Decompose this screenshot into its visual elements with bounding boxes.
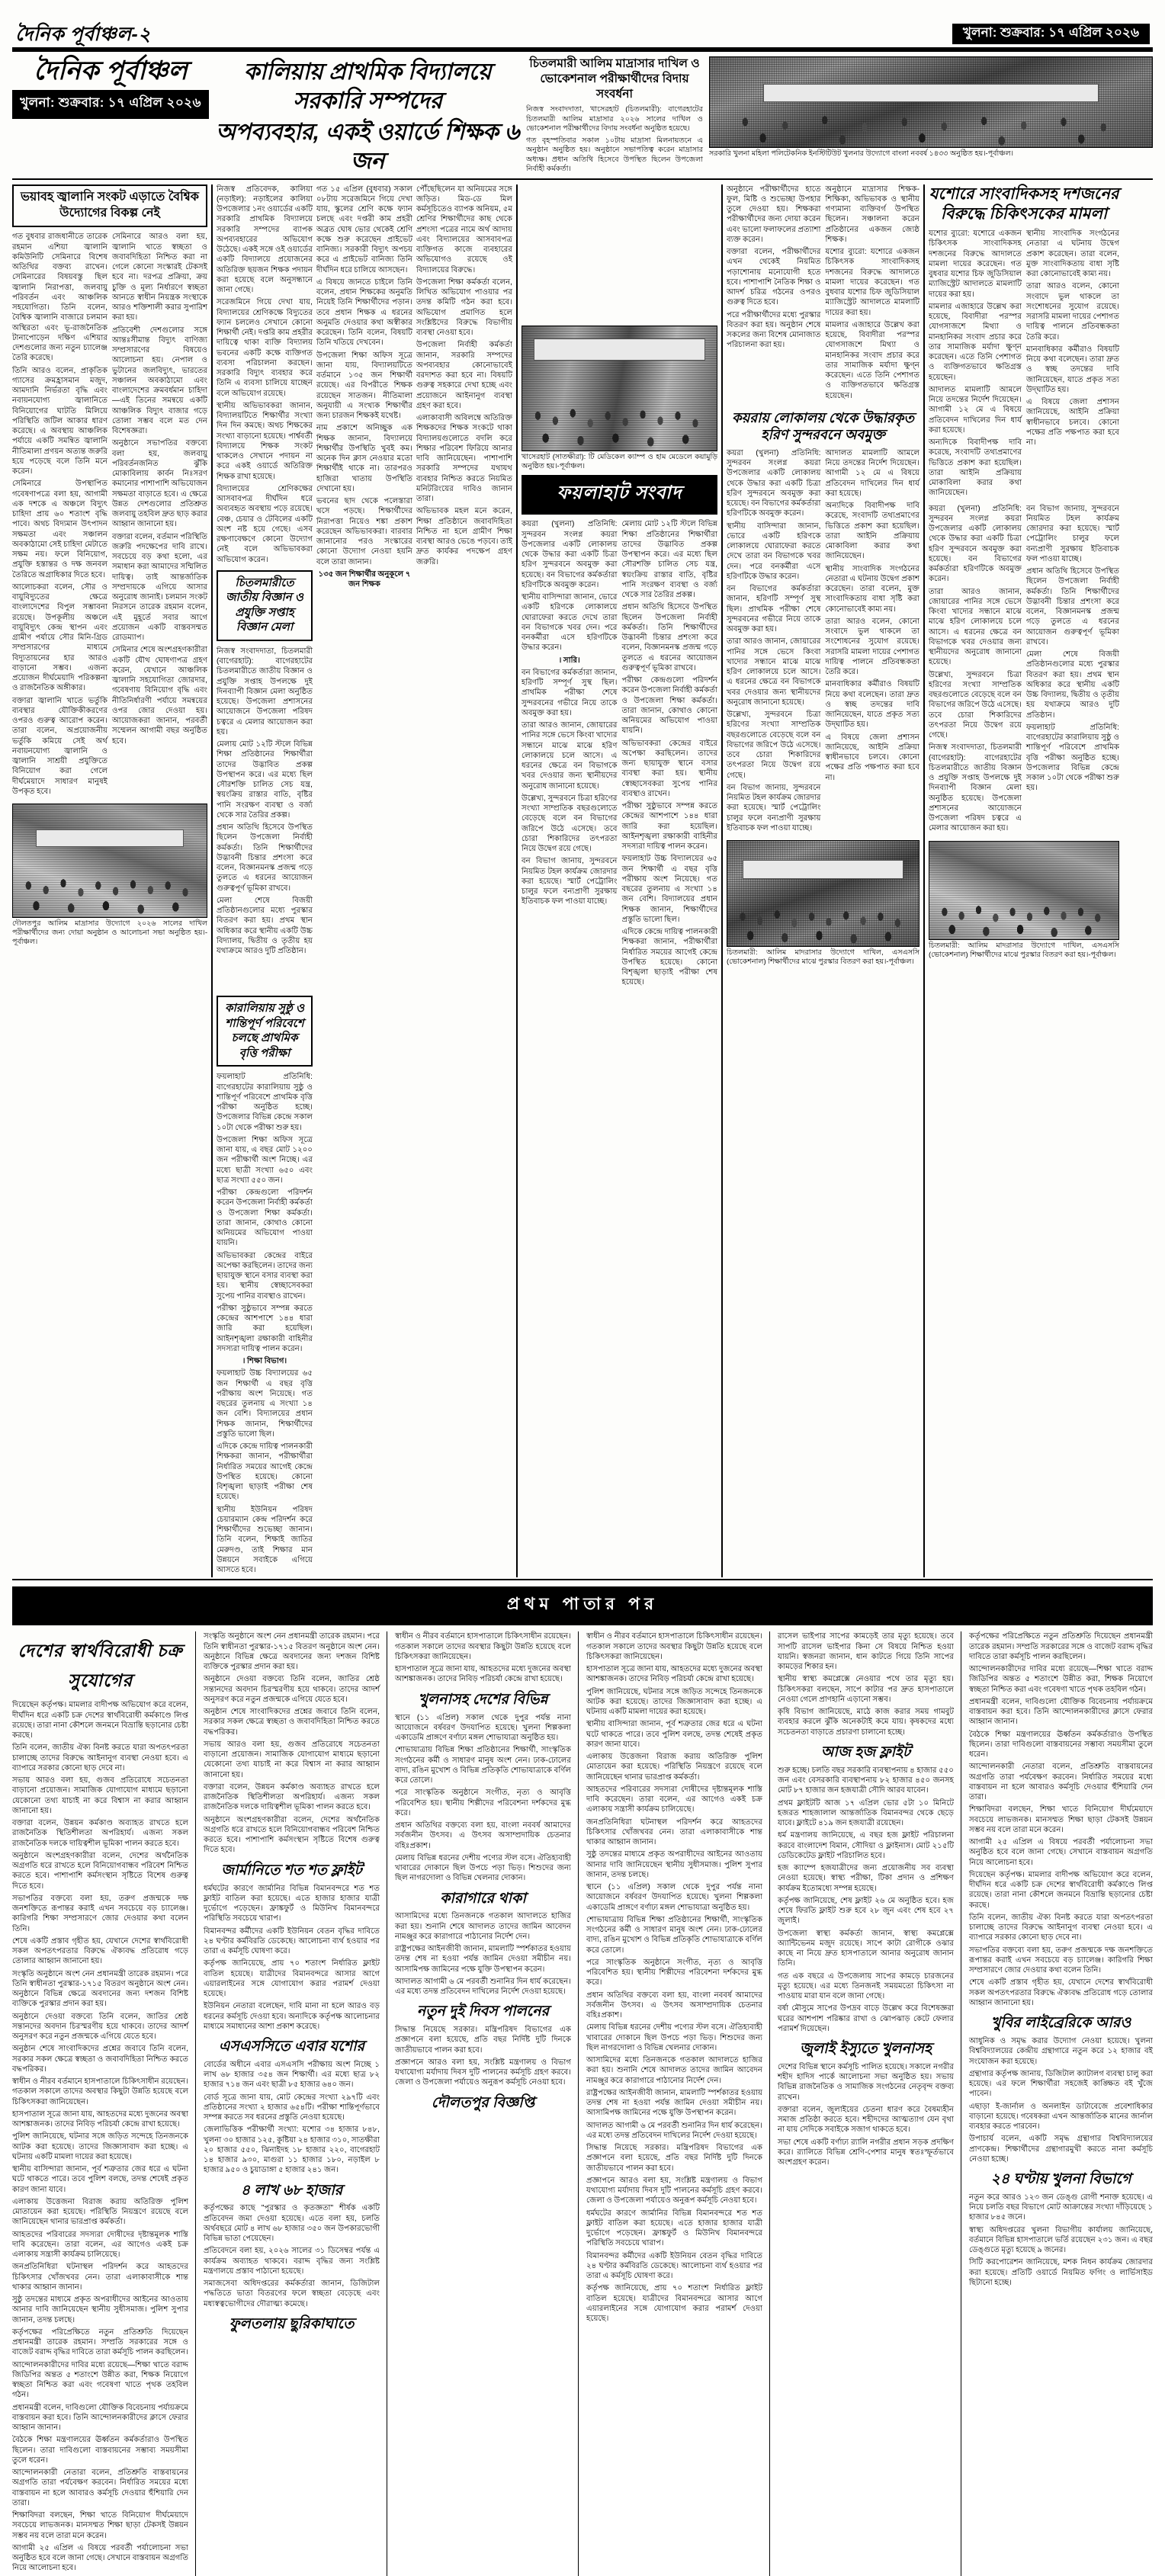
doctor-case-body <box>929 229 1119 501</box>
paragraph: আদালত আগামী ৬ মে পরবর্তী শুনানির দিন ধার্য করেছেন। এর মধ্যে তদন্ত প্রতিবেদন দাখিলের নির্দেশ দেওয়া হয়েছে। <box>586 2121 762 2140</box>
shiksha-label: । শিক্ষা বিভাগ। <box>242 1357 287 1366</box>
hajj-flight-headline: আজ হজ ফ্লাইট <box>820 1744 911 1760</box>
ssc-jessore-body <box>204 2060 380 2176</box>
paragraph: সভায় আরও বলা হয়, গুজব প্রতিরোধে সচেতনতা বাড়ানো প্রয়োজন। সামাজিক যোগাযোগ মাধ্যমে ছড়ানো যেকোনো তথ্য যাচাই না করে বিশ্বাস না করার আহ্বান জানানো হয়। <box>204 1740 380 1779</box>
paragraph: স্থানীয় সাংবাদিক সংগঠনের নেতারা এ ঘটনায় উদ্বেগ প্রকাশ করেছেন। তারা বলেন, মুক্ত সাংবাদিকতায় বাধা সৃষ্টি করা কোনোভাবেই কাম্য নয়। <box>825 564 919 614</box>
paragraph: মেলা শেষে বিজয়ী প্রতিষ্ঠানগুলোর মধ্যে পুরস্কার বিতরণ করা হয়। প্রথম স্থান অধিকার করে স্থানীয় একটি উচ্চ বিদ্যালয়, দ্বিতীয় ও তৃতীয় হয় যথাক্রমে আরও দুটি প্রতিষ্ঠান। <box>217 896 313 956</box>
paragraph: হাসপাতাল সূত্রে জানা যায়, আহতদের মধ্যে দুজনের অবস্থা আশঙ্কাজনক। তাদের নিবিড় পরিচর্যা কেন্দ্রে রাখা হয়েছে। <box>395 1665 571 1684</box>
paragraph: এ বিষয়ে জানতে চাইলে তিনি বলেন, প্রধান শিক্ষকের অনুমতি নিয়েই তিনি শিক্ষার্থীদের পড়ান। তবে প্রধান শিক্ষক এ ধরনের অনুমতি দেওয়ার কথা অস্বীকার করেছেন। তিনি বলেন, বিষয়টি তিনি খতিয়ে দেখবেন। <box>316 277 412 348</box>
paragraph: উপজেলা শিক্ষা কর্মকর্তা বলেন, লিখিত অভিযোগ পাওয়ার পর তদন্ত কমিটি গঠন করা হবে। অভিযোগ প্রমাণিত হলে সংশ্লিষ্টদের বিরুদ্ধে বিভাগীয় ব্যবস্থা নেওয়া হবে। <box>416 277 512 338</box>
sari-label: । সারি। <box>558 656 580 665</box>
paragraph: রাষ্ট্রপক্ষের আইনজীবী জানান, মামলাটি স্পর্শকাতর হওয়ায় তদন্ত শেষ না হওয়া পর্যন্ত জামিন দেওয়া সমীচীন নয়। আসামিপক্ষ জামিনের পক্ষে যুক্তি উপস্থাপন করেন। <box>586 2088 762 2118</box>
column-separator <box>721 184 723 1578</box>
paragraph: তারা আরও বলেন, কোনো সংবাদে ভুল থাকলে তা সংশোধনের সুযোগ রয়েছে। সরাসরি মামলা দায়ের পেশাগত দায়িত্ব পালনে প্রতিবন্ধকতা তৈরি করে। <box>1026 282 1119 342</box>
paragraph: আসামিদের মধ্যে তিনজনকে গতকাল আদালতে হাজির করা হয়। শুনানি শেষে আদালত তাদের জামিন আবেদন নামঞ্জুর করে কারাগারে পাঠানোর নির্দেশ দেন। <box>395 1912 571 1941</box>
left-feature-headline: ভয়াবহ জ্বালানি সংকট এড়াতে বৈশ্বিক উদ্যোগের বিকল্প নেই <box>12 184 207 228</box>
paragraph: কর্তৃপক্ষের পরিপ্রেক্ষিতে নতুন প্রতিশ্রুতি দিয়েছেন প্রধানমন্ত্রী তারেক রহমান। সম্প্রতি সরকারের সঙ্গে ও বাজেট বরাদ্দ বৃদ্ধির দাবিতে তারা কর্মসূচি পালন করছিলেন। <box>12 2327 189 2357</box>
paragraph: শোভাযাত্রায় বিভিন্ন শিক্ষা প্রতিষ্ঠানের শিক্ষার্থী, সাংস্কৃতিক সংগঠনের কর্মী ও সাধারণ মানুষ অংশ নেন। ঢাক-ঢোলের বাদ্য, রঙিন মুখোশ ও বিভিন্ন প্রতিকৃতি শোভাযাত্রাকে বর্ণিল করে তোলে। <box>395 1746 571 1785</box>
doctor-case-headline: যশোরে সাংবাদিকসহ দশজনের বিরুদ্ধে চিকিৎসকের মামলা <box>929 184 1119 223</box>
paragraph: স্থানীয় অভিভাবকরা জানান, বিদ্যালয়টিতে শিক্ষার্থীর সংখ্যা দিন দিন কমছে। অথচ শিক্ষকের সংখ্যা বাড়ানো হয়েছে। পার্শ্ববর্তী বিদ্যালয়ে শিক্ষক সংকট থাকলেও সেখানে পদায়ন না করে একই ওয়ার্ডে অতিরিক্ত শিক্ষক রাখা হয়েছে। <box>217 401 313 481</box>
lead-story-body-1 <box>217 184 313 565</box>
paragraph: স্বাস্থ্য অধিদপ্তরের খুলনা বিভাগীয় কার্যালয় জানিয়েছে, বর্তমানে বিভিন্ন হাসপাতালে ভর্তি রয়েছেন ২৩১ জন। এ বছর ডেঙ্গুতে মৃত্যু হয়েছে ৯ জনের। <box>969 2225 1153 2255</box>
paragraph: কর্তৃপক্ষের পরিপ্রেক্ষিতে নতুন প্রতিশ্রুতি দিয়েছেন প্রধানমন্ত্রী তারেক রহমান। সম্প্রতি সরকারের সঙ্গে ও বাজেট বরাদ্দ বৃদ্ধির দাবিতে তারা কর্মসূচি পালন করছিলেন। <box>969 1632 1153 1661</box>
ssc-jessore-headline: এসএসসিতে এবার যশোর <box>218 2039 365 2055</box>
top-date-badge: খুলনা: শুক্রবার: ১৭ এপ্রিল ২০২৬ <box>952 24 1150 44</box>
upper-body <box>12 184 1153 1578</box>
paragraph: গত এক বছরে এ উপজেলায় সাপের কামড়ে চারজনের মৃত্যু হয়েছে। এর মধ্যে তিনজনই সময়মতো চিকিৎসা না পাওয়ায় মারা যান বলে জানা গেছে। <box>778 1971 954 2000</box>
lower-col2-body <box>204 1631 380 1855</box>
paragraph: আদালত আগামী ৬ মে পরবর্তী শুনানির দিন ধার্য করেছেন। এর মধ্যে তদন্ত প্রতিবেদন দাখিলের নির্দেশ দেওয়া হয়েছে। <box>395 1977 571 1997</box>
paragraph: উপাচার্য বলেন, একটি সমৃদ্ধ গ্রন্থাগার বিশ্ববিদ্যালয়ের প্রাণকেন্দ্র। শিক্ষার্থীদের গ্রন্থাগারমুখী করতে নানা কর্মসূচি নেওয়া হচ্ছে। <box>969 2135 1153 2164</box>
paragraph: কর্তৃপক্ষ জানিয়েছে, প্রায় ৭০ শতাংশ নির্ধারিত ফ্লাইট বাতিল হয়েছে। যাত্রীদের বিমানবন্দরে আসার আগে এয়ারলাইনের সঙ্গে যোগাযোগ করার পরামর্শ দেওয়া হয়েছে। <box>586 2284 762 2324</box>
lower-col-4 <box>586 1631 770 2575</box>
top-strip <box>12 11 1153 44</box>
paragraph: কয়রা (খুলনা) প্রতিনিধি: সুন্দরবন সংলগ্ন কয়রা উপজেলার একটি লোকালয় থেকে উদ্ধার করা একটি চিত্রা হরিণ সুন্দরবনে অবমুক্ত করা হয়েছে। বন বিভাগের কর্মকর্তারা হরিণটিকে অবমুক্ত করেন। <box>727 448 821 518</box>
paragraph: বক্তারা বলেন, বর্তমান পরিস্থিতি জরুরি পদক্ষেপের দাবি রাখে। সবচেয়ে বড় কথা হলো, এর সমাধান করা আমাদের সম্মিলিত দায়িত্ব। তাই আন্তর্জাতিক সম্প্রদায়কে এগিয়ে আসার অনুরোধ জানাই। চলমান সংকট নিরসনে তারেক রহমান বলেন, এই মুহূর্তে সবার আগে প্রয়োজন একটি বাস্তবসম্মত রোডম্যাপ। <box>112 532 207 643</box>
paragraph: দেশের বিভিন্ন স্থানে কর্মসূচি পালিত হয়েছে। সকালে নগরীর শহীদ হাদিস পার্কে আলোচনা সভা অনুষ্ঠিত হয়। সভায় বিভিন্ন রাজনৈতিক ও সামাজিক সংগঠনের নেতৃবৃন্দ বক্তব্য রাখেন। <box>778 2062 954 2102</box>
paragraph: অনুষ্ঠানে পরীক্ষার্থীদের হাতে ফুল, মিষ্টি ও শুভেচ্ছা উপহার তুলে দেওয়া হয়। শিক্ষকরা পরীক্ষার্থীদের জন্য দোয়া করেন এবং ভালো ফলাফলের প্রত্যাশা ব্যক্ত করেন। <box>727 184 821 244</box>
paragraph: বক্তারা বলেন, পরীক্ষার্থীদের এখন থেকেই নিয়মিত পড়াশোনায় মনোযোগী হতে হবে। পাশাপাশি নৈতিক শিক্ষা ও আদর্শ চরিত্র গঠনের ওপরও গুরুত্ব দিতে হবে। <box>727 248 821 307</box>
paragraph: স্থানীয় ইউনিয়ন পরিষদ চেয়ারম্যান কেন্দ্র পরিদর্শন করে শিক্ষার্থীদের শুভেচ্ছা জানান। তিনি বলেন, শিক্ষাই জাতির মেরুদণ্ড, তাই শিক্ষার মান উন্নয়নে সবাইকে এগিয়ে আসতে হবে। <box>217 1505 313 1575</box>
paragraph: এদিকে কেন্দ্রে দায়িত্ব পালনকারী শিক্ষকরা জানান, পরীক্ষার্থীরা নির্ধারিত সময়ের আগেই কেন্দ্রে উপস্থিত হয়েছে। কোনো বিশৃঙ্খলা ছাড়াই পরীক্ষা শেষ হয়েছে। <box>621 928 717 987</box>
lower-col5-top-body <box>778 1631 954 1737</box>
paragraph: বন বিভাগ জানায়, সুন্দরবনে নিয়মিত টহল কার্যক্রম জোরদার করা হয়েছে। স্মার্ট পেট্রোলিং চালুর ফলে বন্যপ্রাণী সুরক্ষায় ইতিবাচক ফল পাওয়া যাচ্ছে। <box>1026 504 1119 563</box>
paragraph: তারা আরও জানান, জোয়ারের পানির সঙ্গে ভেসে কিংবা খাদ্যের সন্ধানে মাঝে মাঝে হরিণ লোকালয়ে চলে আসে। এ ধরনের ক্ষেত্রে বন বিভাগকে খবর দেওয়ার জন্য স্থানীয়দের অনুরোধ জানানো হয়েছে। <box>522 721 618 791</box>
paragraph: সভাপতির বক্তব্যে বলা হয়, তরুণ প্রজন্মকে দক্ষ জনশক্তিতে রূপান্তর করাই এখন সবচেয়ে বড় চ্যালেঞ্জ। কারিগরি শিক্ষা সম্প্রসারণে জোর দেওয়ার কথা বলেন তিনি। <box>12 1894 188 1933</box>
lower-col-3 <box>395 1631 579 2575</box>
far-right-photo-caption: চিতলমারী: আলিম মাদরাসার উদ্যোগে দাখিল, এসএসসি (ভোকেশনাল) শিক্ষার্থীদের মাঝে পুরস্কার বিতরণ করা হয়।-পূর্বাঞ্চল। <box>929 941 1119 959</box>
masthead-title: দৈনিক পূর্বাঞ্চল <box>34 56 188 85</box>
column-separator <box>211 184 213 1578</box>
khulna-various-body <box>395 1713 571 1884</box>
paragraph: অনুষ্ঠানে দেওয়া বক্তব্যে তিনি বলেন, জাতির শ্রেষ্ঠ সন্তানদের অবদান চিরস্মরণীয় হয়ে থাকবে। তাদের আদর্শ অনুসরণ করে নতুন প্রজন্মকে এগিয়ে যেতে হবে। <box>12 2012 188 2042</box>
lower-col1-headline: দেশের স্বার্থবিরোধী চক্র সুযোগের <box>18 1641 183 1691</box>
center-photo-and-banner <box>522 184 717 1578</box>
paragraph: জনপ্রতিনিধিরা ঘটনাস্থল পরিদর্শন করে আহতদের চিকিৎসার খোঁজখবর নেন। তারা এলাকাবাসীকে শান্ত থাকার আহ্বান জানান। <box>12 2263 188 2292</box>
paragraph: অনুষ্ঠানে অংশগ্রহণকারীরা বলেন, দেশের অর্থনৈতিক অগ্রগতি ধরে রাখতে হলে বিনিয়োগবান্ধব পরিবেশ নিশ্চিত করতে হবে। পাশাপাশি কর্মসংস্থান সৃষ্টিতে বিশেষ গুরুত্ব দিতে হবে। <box>12 1851 188 1891</box>
paragraph: আন্দোলনকারী নেতারা বলেন, প্রতিশ্রুতি বাস্তবায়নের অগ্রগতি তারা পর্যবেক্ষণ করবেন। নির্ধারিত সময়ের মধ্যে বাস্তবায়ন না হলে আবারও কর্মসূচি দেওয়ার হুঁশিয়ারি দেন তারা। <box>969 1763 1153 1802</box>
prison-headline: কারাগারে থাকা <box>440 1890 526 1907</box>
student-teacher-ratio-line: ১৩৫ জন শিক্ষার্থীর অনুকূলে ৭ জন শিক্ষক <box>318 569 411 589</box>
masthead-bottom-rule <box>12 178 1153 180</box>
paragraph: আন্দোলনকারী নেতারা বলেন, প্রতিশ্রুতি বাস্তবায়নের অগ্রগতি তারা পর্যবেক্ষণ করবেন। নির্ধারিত সময়ের মধ্যে বাস্তবায়ন না হলে আবারও কর্মসূচি দেওয়ার হুঁশিয়ারি দেন তারা। <box>12 2469 188 2507</box>
paragraph: প্রতিবেশী দেশগুলোর সঙ্গে আন্তঃসীমান্ত বিদ্যুৎ বাণিজ্য সম্প্রসারণের বিষয়েও আলোচনা হয়। নেপাল ও ভুটানের জলবিদ্যুৎ, ভারতের সঞ্চালন অবকাঠামো এবং বাংলাদেশের ক্রমবর্ধমান চাহিদা—এই তিনের সমন্বয়ে একটি আঞ্চলিক বিদ্যুৎ বাজার গড়ে তোলা সম্ভব বলে মত দেন বিশেষজ্ঞরা। <box>112 326 207 436</box>
paragraph: অন্যদিকে বিবাদীপক্ষ দাবি করেছে, সংবাদটি তথ্যপ্রমাণের ভিত্তিতে প্রকাশ করা হয়েছিল। তারা আইনি প্রক্রিয়ায় মোকাবিলা করার কথা জানিয়েছেন। <box>825 502 919 561</box>
paragraph: উপজেলা শিক্ষা অফিস সূত্রে জানা যায়, এ বছর মোট ১২০০ জন পরীক্ষার্থী অংশ নিচ্ছে। এর মধ্যে ছাত্রী সংখ্যা ৬৫০ এবং ছাত্র সংখ্যা ৫৫০ জন। <box>217 1135 313 1185</box>
paragraph: গ্রন্থাগার কর্তৃপক্ষ জানায়, ডিজিটাল ক্যাটালগ ব্যবস্থা চালু করা হয়েছে। এর ফলে শিক্ষার্থীরা সহজেই কাঙ্ক্ষিত বই খুঁজে পাবেন। <box>969 2069 1153 2099</box>
paragraph: এছাড়া ই-জার্নাল ও অনলাইন ডাটাবেজে প্রবেশাধিকার বাড়ানো হয়েছে। গবেষকরা এখন আন্তর্জাতিক মানের জার্নাল ব্যবহার করতে পারবেন। <box>969 2102 1153 2131</box>
lower-right-photo-caption: চিতলমারী: আলিম মাদরাসার উদ্যোগে দাখিল, এসএসসি (ভোকেশনাল) শিক্ষার্থীদের মাঝে পুরস্কার বিতরণ করা হয়।-পূর্বাঞ্চল। <box>727 948 919 967</box>
paragraph: এ বিষয়ে জেলা প্রশাসন জানিয়েছে, আইনি প্রক্রিয়া স্বাধীনভাবে চলবে। কোনো পক্ষের প্রতি পক্ষপাত করা হবে না। <box>825 733 919 782</box>
paragraph: নিজস্ব সংবাদদাতা, খাসেরহাট (চিতলমারী): বাগেরহাটের চিতলমারী আলিম মাদ্রাসার ২০২৬ সালের দাখিল ও ভোকেশনাল পরীক্ষার্থীদের বিদায় সংবর্ধনা অনুষ্ঠিত হয়েছে। <box>526 105 703 133</box>
ku-library-headline: খুবির লাইব্রেরিকে আরও <box>990 2015 1131 2032</box>
paragraph: আসামিদের মধ্যে তিনজনকে গতকাল আদালতে হাজির করা হয়। শুনানি শেষে আদালত তাদের জামিন আবেদন নামঞ্জুর করে কারাগারে পাঠানোর নির্দেশ দেন। <box>586 2056 762 2085</box>
paragraph: বন বিভাগ জানায়, সুন্দরবনে নিয়মিত টহল কার্যক্রম জোরদার করা হয়েছে। স্মার্ট পেট্রোলিং চালুর ফলে বন্যপ্রাণী সুরক্ষায় ইতিবাচক ফল পাওয়া যাচ্ছে। <box>727 783 821 832</box>
paragraph: কয়রা (খুলনা) প্রতিনিধি: সুন্দরবন সংলগ্ন কয়রা উপজেলার একটি লোকালয় থেকে উদ্ধার করা একটি চিত্রা হরিণ সুন্দরবনে অবমুক্ত করা হয়েছে। বন বিভাগের কর্মকর্তারা হরিণটিকে অবমুক্ত করেন। <box>929 504 1022 584</box>
paragraph: এলাকাবাসী অবিলম্বে অতিরিক্ত শিক্ষকদের শিক্ষক সংকটে থাকা বিদ্যালয়গুলোতে বদলি করে শিক্ষার পরিবেশ ফিরিয়ে আনার দাবি জানিয়েছেন। পাশাপাশি সরকারি সম্পদের যথাযথ ব্যবহার নিশ্চিত করতে নিয়মিত মনিটরিংয়ের দাবিও জানান তারা। <box>416 414 512 504</box>
paragraph: অভিভাবকরা কেন্দ্রের বাইরে অপেক্ষা করছিলেন। তাদের জন্য ছায়াযুক্ত স্থানে বসার ব্যবস্থা করা হয়। স্থানীয় স্বেচ্ছাসেবকরা সুপেয় পানির ব্যবস্থাও রাখেন। <box>621 739 717 798</box>
paragraph: নতুন করে আরও ১২৩ জন ডেঙ্গু রোগী শনাক্ত হয়েছে। এ নিয়ে চলতি বছর বিভাগে মোট আক্রান্তের সংখ্যা দাঁড়িয়েছে ১ হাজার ৮৪৫ জনে। <box>969 2193 1153 2222</box>
paragraph: আধুনিক ও সমৃদ্ধ করার উদ্যোগ নেওয়া হয়েছে। খুলনা বিশ্ববিদ্যালয়ের কেন্দ্রীয় গ্রন্থাগারে নতুন করে ১২ হাজার বই সংযোজন করা হয়েছে। <box>969 2037 1153 2066</box>
paragraph: প্রধান অতিথির বক্তব্যে বলা হয়, বাংলা নববর্ষ আমাদের সর্বজনীন উৎসব। এ উৎসব অসাম্প্রদায়িক চেতনার বহিঃপ্রকাশ। <box>586 1991 762 2020</box>
lead-headline-line2: অপব্যবহার, একই ওয়ার্ডে শিক্ষক ৬ জন <box>216 119 519 175</box>
madrasa-headline-cell <box>526 56 703 177</box>
paragraph: আলোচকরা বলেন, সৌর ও বায়ুবিদ্যুতের ক্ষেত্রে বাংলাদেশের বিপুল সম্ভাবনা রয়েছে। উপকূলীয় অঞ্চলে বায়ুবিদ্যুৎ কেন্দ্র স্থাপন এবং গ্রামীণ পর্যায়ে সৌর মিনি-গ্রিড সম্প্রসারণের মাধ্যমে বিদ্যুতায়নের হার আরও বাড়ানো সম্ভব। এজন্য প্রয়োজন দীর্ঘমেয়াদি পরিকল্পনা ও রাজনৈতিক অঙ্গীকার। <box>12 582 108 693</box>
paragraph: সভাপতির বক্তব্যে বলা হয়, তরুণ প্রজন্মকে দক্ষ জনশক্তিতে রূপান্তর করাই এখন সবচেয়ে বড় চ্যালেঞ্জ। কারিগরি শিক্ষা সম্প্রসারণে জোর দেওয়ার কথা বলেন তিনি। <box>969 1946 1153 1975</box>
paragraph: শেষে একটি প্রস্তাব গৃহীত হয়, যেখানে দেশের স্বার্থবিরোধী সকল অপতৎপরতার বিরুদ্ধে ঐক্যবদ্ধ প্রতিরোধ গড়ে তোলার আহ্বান জানানো হয়। <box>12 1936 188 1966</box>
photo-crowd <box>929 842 1118 939</box>
paragraph: শিক্ষাবিদরা বলছেন, শিক্ষা খাতে বিনিয়োগ দীর্ঘমেয়াদে সবচেয়ে লাভজনক। মানসম্মত শিক্ষা ছাড়া টেকসই উন্নয়ন সম্ভব নয় বলে তারা মনে করেন। <box>969 1805 1153 1834</box>
paragraph: প্রতিবেদনে বলা হয়, ২০২৬ সালের ৩১ ডিসেম্বর পর্যন্ত এ কার্যক্রম অব্যাহত থাকবে। বরাদ্দ বৃদ্ধির জন্য সংশ্লিষ্ট মন্ত্রণালয়ে প্রস্তাব পাঠানো হয়েছে। <box>204 2247 380 2276</box>
paragraph: ভবনের ছাদ থেকে পলেস্তারা খসে পড়ছে। শিক্ষার্থীদের নিরাপত্তা নিয়েও শঙ্কা প্রকাশ করেছেন অভিভাবকরা। বারবার জানানোর পরও সংস্কারের কোনো উদ্যোগ নেওয়া হয়নি বলে তারা জানান। <box>316 497 412 566</box>
paragraph: পুলিশ জানিয়েছে, ঘটনার সঙ্গে জড়িত সন্দেহে তিনজনকে আটক করা হয়েছে। তাদের জিজ্ঞাসাবাদ করা হচ্ছে। এ ঘটনায় একটি মামলা দায়ের করা হয়েছে। <box>12 2132 188 2161</box>
paragraph: অনুষ্ঠান শেষে সাংবাদিকদের প্রশ্নের জবাবে তিনি বলেন, সরকার সকল ক্ষেত্রে স্বচ্ছতা ও জবাবদিহিতা নিশ্চিত করতে বদ্ধপরিকর। <box>204 1708 380 1737</box>
deer-body <box>727 448 919 836</box>
lower-body <box>12 1631 1153 2575</box>
paragraph: বক্তারা বলেন, উন্নয়ন কর্মকাণ্ড অব্যাহত রাখতে হলে রাজনৈতিক স্থিতিশীলতা অপরিহার্য। এজন্য সকল রাজনৈতিক দলকে দায়িত্বশীল ভূমিকা পালন করতে হবে। <box>12 1819 188 1848</box>
paragraph: বিদ্যালয়ের শ্রেণিকক্ষের আসবাবপত্র দীর্ঘদিন ধরে অব্যবহৃত অবস্থায় পড়ে রয়েছে। বেঞ্চ, চেয়ার ও টেবিলের একটি অংশ নষ্ট হয়ে গেছে। এসব রক্ষণাবেক্ষণে কোনো উদ্যোগ নেই বলে অভিভাবকরা অভিযোগ করেন। <box>217 484 313 564</box>
paragraph: স্থানে (১১ এপ্রিল) সকাল থেকে দুপুর পর্যন্ত নানা আয়োজনে বর্ষবরণ উদযাপিত হয়েছে। খুলনা শিল্পকলা একাডেমি প্রাঙ্গণে বর্ণাঢ্য মঙ্গল শোভাযাত্রা অনুষ্ঠিত হয়। <box>586 1883 762 1912</box>
paragraph: কয়রা (খুলনা) প্রতিনিধি: সুন্দরবন সংলগ্ন কয়রা উপজেলার একটি লোকালয় থেকে উদ্ধার করা একটি চিত্রা হরিণ সুন্দরবনে অবমুক্ত করা হয়েছে। বন বিভাগের কর্মকর্তারা হরিণটিকে অবমুক্ত করেন। <box>522 520 618 589</box>
paragraph: সুষ্ঠু তদন্তের মাধ্যমে প্রকৃত অপরাধীদের আইনের আওতায় আনার দাবি জানিয়েছেন স্থানীয় সুধীসমাজ। পুলিশ সুপার জানান, তদন্ত চলছে। <box>586 1850 762 1879</box>
paragraph: হাসপাতাল সূত্রে জানা যায়, আহতদের মধ্যে দুজনের অবস্থা আশঙ্কাজনক। তাদের নিবিড় পরিচর্যা কেন্দ্রে রাখা হয়েছে। <box>586 1665 762 1684</box>
paragraph: গত বৃহস্পতিবার সকাল ১০টায় মাদ্রাসা মিলনায়তনে এ অনুষ্ঠান অনুষ্ঠিত হয়। অনুষ্ঠানে সভাপতিত্ব করেন মাদ্রাসার অধ্যক্ষ। প্রধান অতিথি হিসেবে উপস্থিত ছিলেন উপজেলা নির্বাহী কর্মকর্তা। <box>526 136 703 174</box>
paragraph: বিমানবন্দর কর্মীদের একটি ইউনিয়ন বেতন বৃদ্ধির দাবিতে ২৪ ঘণ্টার কর্মবিরতি ডেকেছে। আলোচনা ব্যর্থ হওয়ার পর তারা এ কর্মসূচি ঘোষণা করে। <box>204 1926 380 1955</box>
lower-col-5 <box>778 1631 961 2575</box>
paragraph: স্থানীয় বাসিন্দারা জানান, ভোরে একটি হরিণকে লোকালয়ে ঘোরাফেরা করতে দেখে তারা বন বিভাগকে খবর দেন। পরে বনকর্মীরা এসে হরিণটিকে উদ্ধার করেন। <box>727 521 821 581</box>
paragraph: তারা আরও জানান, জোয়ারের পানির সঙ্গে ভেসে কিংবা খাদ্যের সন্ধানে মাঝে মাঝে হরিণ লোকালয়ে চলে আসে। এ ধরনের ক্ষেত্রে বন বিভাগকে খবর দেওয়ার জন্য স্থানীয়দের অনুরোধ জানানো হয়েছে। <box>929 587 1022 667</box>
paragraph: ফয়লাহাট উচ্চ বিদ্যালয়ের ৬৫ জন শিক্ষার্থী এ বছর বৃত্তি পরীক্ষায় অংশ নিয়েছে। গত বছরের তুলনায় এ সংখ্যা ১৪ জন বেশি। বিদ্যালয়ের প্রধান শিক্ষক জানান, শিক্ষার্থীদের প্রস্তুতি ভালো ছিল। <box>217 1369 313 1439</box>
left-photo <box>12 804 207 918</box>
fultala-stabbing-headline: ফুলতলায় ছুরিকাঘাতে <box>229 2315 355 2332</box>
britti-exam-headline: কারালিয়ায় সুষ্ঠু ও শান্তিপূর্ণ পরিবেশে চলছে প্রাথমিক বৃত্তি পরীক্ষা <box>217 996 313 1067</box>
left-feature-body <box>12 232 207 799</box>
britti-exam-body <box>217 1072 313 1575</box>
july-issue-headline: জুলাই ইস্যুতে খুলনাসহ <box>800 2041 932 2057</box>
paragraph: সংস্কৃতি অনুষ্ঠানে অংশ নেন প্রধানমন্ত্রী তারেক রহমান। পরে তিনি স্বাধীনতা পুরস্কার-১৭১৫ বিতরণ অনুষ্ঠানে অংশ নেন। অনুষ্ঠানে বিভিন্ন ক্ষেত্রে অবদানের জন্য দশজন বিশিষ্ট ব্যক্তিকে পুরস্কার প্রদান করা হয়। <box>204 1632 380 1672</box>
paragraph: সরেজমিনে গিয়ে দেখা যায়, বিদ্যালয়ের শ্রেণিকক্ষে বিদ্যুতের ফ্যান চললেও সেখানে কোনো শিক্ষার্থী নেই। দপ্তরি কাম প্রহরীর দায়িত্বে থাকা ব্যক্তি বিদ্যালয় ভবনের একটি কক্ষে ব্যক্তিগত ব্যবসা পরিচালনা করছেন। সরকারি বিদ্যুৎ ব্যবহার করে তিনি এ ব্যবসা চালিয়ে যাচ্ছেন বলে অভিযোগ রয়েছে। <box>217 298 313 398</box>
science-fair-body <box>217 646 313 957</box>
paragraph: উল্লেখ্য, সুন্দরবনে চিত্রা হরিণের সংখ্যা সাম্প্রতিক বছরগুলোতে বেড়েছে বলে বন বিভাগের জরিপে উঠে এসেছে। তবে চোরা শিকারিদের তৎপরতা নিয়ে উদ্বেগ রয়ে গেছে। <box>522 794 618 854</box>
lead-story-col-3 <box>416 184 512 1578</box>
lead-story-col-2 <box>316 184 412 1578</box>
lower-col4-body <box>586 1631 762 2324</box>
paragraph: বোর্ড সূত্রে জানা যায়, মোট কেন্দ্রের সংখ্যা ২৯৭টি এবং প্রতিষ্ঠানের সংখ্যা ২ হাজার ৬৫৪টি। পরীক্ষা শান্তিপূর্ণভাবে সম্পন্ন করতে সব ধরনের প্রস্তুতি নেওয়া হয়েছে। <box>204 2093 380 2122</box>
paragraph: স্বাধীন ও নীরব বর্তমানে হাসপাতালে চিকিৎসাধীন রয়েছেন। গতকাল সকালে তাদের অবস্থার কিছুটা উন্নতি হয়েছে বলে চিকিৎসকরা জানিয়েছেন। <box>395 1632 571 1661</box>
paragraph: প্রধান অতিথির বক্তব্যে বলা হয়, বাংলা নববর্ষ আমাদের সর্বজনীন উৎসব। এ উৎসব অসাম্প্রদায়িক চেতনার বহিঃপ্রকাশ। <box>395 1821 571 1850</box>
paragraph: রাষ্ট্রপক্ষের আইনজীবী জানান, মামলাটি স্পর্শকাতর হওয়ায় তদন্ত শেষ না হওয়া পর্যন্ত জামিন দেওয়া সমীচীন নয়। আসামিপক্ষ জামিনের পক্ষে যুক্তি উপস্থাপন করেন। <box>395 1945 571 1974</box>
paragraph: স্থানীয় বাসিন্দারা জানান, পূর্ব শত্রুতার জের ধরে এ ঘটনা ঘটে থাকতে পারে। তবে পুলিশ বলছে, তদন্ত শেষেই প্রকৃত কারণ জানা যাবে। <box>586 1720 762 1749</box>
paragraph: প্রধান অতিথি হিসেবে উপস্থিত ছিলেন উপজেলা নির্বাহী কর্মকর্তা। তিনি শিক্ষার্থীদের উদ্ভাবনী চিন্তার প্রশংসা করে বলেন, বিজ্ঞানমনস্ক প্রজন্ম গড়ে তুলতে এ ধরনের আয়োজন গুরুত্বপূর্ণ ভূমিকা রাখবে। <box>1026 567 1119 646</box>
paragraph: গত ১৫ এপ্রিল (বুধবার) সকাল ০৮টায় সরেজমিনে গিয়ে দেখা যায়, স্কুলের শ্রেণি কক্ষে ফ্যান চলছে এবং দপ্তরী কাম প্রহরী অব্রত ঘোষ ভোর থেকেই শ্রেণি কক্ষে শুরু করেছেন প্রাইভেট বানিজ্য। সরকারী বিদ্যুৎ অপচয় করে এ প্রাইভেট বানিজ্য তিনি দীর্ঘদিন ধরে চালিয়ে আসছেন। <box>316 184 412 274</box>
paragraph: বন বিভাগের কর্মকর্তারা জানান, হরিণটি সম্পূর্ণ সুস্থ ছিল। প্রাথমিক পরীক্ষা শেষে সুন্দরবনের গভীরে নিয়ে তাকে অবমুক্ত করা হয়। <box>522 668 618 717</box>
header-photo-cell <box>709 56 1153 177</box>
paragraph: তারা আরও বলেন, কোনো সংবাদে ভুল থাকলে তা সংশোধনের সুযোগ রয়েছে। সরাসরি মামলা দায়ের পেশাগত দায়িত্ব পালনে প্রতিবন্ধকতা তৈরি করে। <box>825 617 919 677</box>
paragraph: সংস্কৃতি অনুষ্ঠানে অংশ নেন প্রধানমন্ত্রী তারেক রহমান। পরে তিনি স্বাধীনতা পুরস্কার-১৭১৫ বিতরণ অনুষ্ঠানে অংশ নেন। অনুষ্ঠানে বিভিন্ন ক্ষেত্রে অবদানের জন্য দশজন বিশিষ্ট ব্যক্তিকে পুরস্কার প্রদান করা হয়। <box>12 1969 188 2009</box>
paragraph: প্রধান অতিথি হিসেবে উপস্থিত ছিলেন উপজেলা নির্বাহী কর্মকর্তা। তিনি শিক্ষার্থীদের উদ্ভাবনী চিন্তার প্রশংসা করে বলেন, বিজ্ঞানমনস্ক প্রজন্ম গড়ে তুলতে এ ধরনের আয়োজন গুরুত্বপূর্ণ ভূমিকা রাখবে। <box>217 823 313 893</box>
paragraph: গত বুধবার রাজধানীতে তারেক রহমান এশিয়া জ্বালানি কমিউনিটি সেমিনারে বিশেষ অতিথির বক্তব্য রাখেন। সেমিনারের বিষয়বস্তু ছিল জ্বালানি নিরাপত্তা, জলবায়ু পরিবর্তন এবং আঞ্চলিক সহযোগিতা। তিনি বলেন, বৈশ্বিক জ্বালানি বাজারে চলমান অস্থিরতা এবং ভূ-রাজনৈতিক টানাপোড়েন দক্ষিণ এশিয়ার দেশগুলোর জন্য নতুন চ্যালেঞ্জ তৈরি করেছে। <box>12 233 108 363</box>
left-photo-caption: দৌলতপুর আলিম মাদ্রাসার উদ্যোগে ২০২৬ সালের দাখিল পরীক্ষার্থীদের জন্য দোয়া অনুষ্ঠান ও আলোচনা সভা অনুষ্ঠিত হয়।-পূর্বাঞ্চল। <box>12 919 207 946</box>
paragraph: অনুষ্ঠানে মাদ্রাসার শিক্ষক-শিক্ষিকা, অভিভাবক ও স্থানীয় গণ্যমান্য ব্যক্তিবর্গ উপস্থিত ছিলেন। সঞ্চালনা করেন প্রতিষ্ঠানের একজন জ্যেষ্ঠ শিক্ষক। <box>825 184 919 244</box>
paragraph: পরীক্ষা কেন্দ্রগুলো পরিদর্শন করেন উপজেলা নির্বাহী কর্মকর্তা ও উপজেলা শিক্ষা কর্মকর্তা। তারা জানান, কোথাও কোনো অনিয়মের অভিযোগ পাওয়া যায়নি। <box>217 1189 313 1248</box>
paragraph: মামলার এজাহারে উল্লেখ করা হয়েছে, বিবাদীরা পরস্পর যোগসাজশে মিথ্যা ও মানহানিকর সংবাদ প্রচার করে তার সামাজিক মর্যাদা ক্ষুণ্ন করেছেন। এতে তিনি পেশাগত ও ব্যক্তিগতভাবে ক্ষতিগ্রস্ত হয়েছেন। <box>825 320 919 400</box>
paragraph: শোভাযাত্রায় বিভিন্ন শিক্ষা প্রতিষ্ঠানের শিক্ষার্থী, সাংস্কৃতিক সংগঠনের কর্মী ও সাধারণ মানুষ অংশ নেন। ঢাক-ঢোলের বাদ্য, রঙিন মুখোশ ও বিভিন্ন প্রতিকৃতি শোভাযাত্রাকে বর্ণিল করে তোলে। <box>586 1915 762 1955</box>
lower-col1-body <box>12 1700 188 2573</box>
paragraph: উপজেলা স্বাস্থ্য কর্মকর্তা জানান, স্বাস্থ্য কমপ্লেক্সে অ্যান্টিভেনম মজুদ রয়েছে। সাপে কাটা রোগীকে ওঝার কাছে না নিয়ে দ্রুত হাসপাতালে আনার অনুরোধ জানান তিনি। <box>778 1929 954 1968</box>
paragraph: উপজেলা শিক্ষা অফিস সূত্রে জানা যায়, বিদ্যালয়টিতে বর্তমানে ১৩৫ জন শিক্ষার্থী রয়েছে। এর বিপরীতে শিক্ষক রয়েছেন সাতজন। নীতিমালা অনুযায়ী এ সংখ্যক শিক্ষার্থীর জন্য চারজন শিক্ষকই যথেষ্ট। <box>316 351 412 421</box>
lead-story-col-1 <box>217 184 313 1578</box>
paragraph: অন্যদিকে বিবাদীপক্ষ দাবি করেছে, সংবাদটি তথ্যপ্রমাণের ভিত্তিতে প্রকাশ করা হয়েছিল। তারা আইনি প্রক্রিয়ায় মোকাবিলা করার কথা জানিয়েছেন। <box>929 438 1022 498</box>
madrasa-intro <box>526 105 703 174</box>
july-issue-body <box>778 2062 954 2168</box>
paragraph: আগামী ২৫ এপ্রিল এ বিষয়ে পরবর্তী পর্যালোচনা সভা অনুষ্ঠিত হবে বলে জানা গেছে। সেখানে বাস্তবায়ন অগ্রগতি নিয়ে আলোচনা হবে। <box>12 2543 188 2573</box>
lower-right-photo <box>727 840 919 947</box>
paragraph: পরীক্ষা সুষ্ঠুভাবে সম্পন্ন করতে কেন্দ্রের আশপাশে ১৪৪ ধারা জারি করা হয়েছিল। আইনশৃঙ্খলা রক্ষাকারী বাহিনীর সদস্যরা দায়িত্ব পালন করেন। <box>621 802 717 852</box>
paragraph: অনুষ্ঠানে অংশগ্রহণকারীরা বলেন, দেশের অর্থনৈতিক অগ্রগতি ধরে রাখতে হলে বিনিয়োগবান্ধব পরিবেশ নিশ্চিত করতে হবে। পাশাপাশি কর্মসংস্থান সৃষ্টিতে বিশেষ গুরুত্ব দিতে হবে। <box>204 1815 380 1855</box>
paragraph: পরে সাংস্কৃতিক অনুষ্ঠানে সংগীত, নৃত্য ও আবৃত্তি পরিবেশিত হয়। স্থানীয় শিল্পীদের পরিবেশনা দর্শকদের মুগ্ধ করে। <box>586 1958 762 1987</box>
paragraph: এলাকায় উত্তেজনা বিরাজ করায় অতিরিক্ত পুলিশ মোতায়েন করা হয়েছে। পরিস্থিতি নিয়ন্ত্রণে রয়েছে বলে জানিয়েছেন থানার ভারপ্রাপ্ত কর্মকর্তা। <box>586 1753 762 1782</box>
paragraph: স্বাধীন ও নীরব বর্তমানে হাসপাতালে চিকিৎসাধীন রয়েছেন। গতকাল সকালে তাদের অবস্থার কিছুটা উন্নতি হয়েছে বলে চিকিৎসকরা জানিয়েছেন। <box>12 2077 188 2106</box>
hajj-flight-body <box>778 1766 954 2034</box>
paragraph: আগামী ২৫ এপ্রিল এ বিষয়ে পরবর্তী পর্যালোচনা সভা অনুষ্ঠিত হবে বলে জানা গেছে। সেখানে বাস্তবায়ন অগ্রগতি নিয়ে আলোচনা হবে। <box>969 1838 1153 1867</box>
masthead-logo-cell <box>12 56 209 177</box>
paragraph: সেমিনার শেষে অংশগ্রহণকারীরা একটি যৌথ ঘোষণাপত্র গ্রহণ করেন, যেখানে আঞ্চলিক জ্বালানি সহযোগিতা জোরদার, গবেষণায় বিনিয়োগ বৃদ্ধি এবং নীতিনির্ধারণী পর্যায়ে সমন্বয়ের ওপর জোর দেওয়া হয়। আয়োজকরা জানান, পরবর্তী সম্মেলন আগামী বছর অনুষ্ঠিত হবে। <box>112 646 207 746</box>
paragraph: নিজস্ব সংবাদদাতা, চিতলমারী (বাগেরহাট): বাগেরহাটের চিতলমারীতে জাতীয় বিজ্ঞান ও প্রযুক্তি সপ্তাহ উপলক্ষে দুই দিনব্যাপী বিজ্ঞান মেলা অনুষ্ঠিত হয়েছে। উপজেলা প্রশাসনের আয়োজনে উপজেলা পরিষদ চত্বরে এ মেলার আয়োজন করা হয়। <box>929 743 1022 833</box>
paragraph: অভিভাবকরা কেন্দ্রের বাইরে অপেক্ষা করছিলেন। তাদের জন্য ছায়াযুক্ত স্থানে বসার ব্যবস্থা করা হয়। স্থানীয় স্বেচ্ছাসেবকরা সুপেয় পানির ব্যবস্থাও রাখেন। <box>217 1251 313 1301</box>
paragraph: কৃষি বিভাগ জানিয়েছে, মাঠে কাজ করার সময় গামবুট ব্যবহার করলে ঝুঁকি অনেকটাই কমে যায়। কৃষকদের মধ্যে সচেতনতা বাড়াতে প্রচারণা চালানো হচ্ছে। <box>778 1708 954 1737</box>
khulna-various-headline: খুলনাসহ দেশের বিভিন্ন <box>418 1691 548 1708</box>
paragraph: বন বিভাগ জানায়, সুন্দরবনে নিয়মিত টহল কার্যক্রম জোরদার করা হয়েছে। স্মার্ট পেট্রোলিং চালুর ফলে বন্যপ্রাণী সুরক্ষায় ইতিবাচক ফল পাওয়া যাচ্ছে। <box>522 857 618 906</box>
paragraph: হাসপাতাল সূত্রে জানা যায়, আহতদের মধ্যে দুজনের অবস্থা আশঙ্কাজনক। তাদের নিবিড় পরিচর্যা কেন্দ্রে রাখা হয়েছে। <box>12 2109 188 2129</box>
paragraph: সেমিনারে উপস্থাপিত গবেষণাপত্রে বলা হয়, আগামী এক দশকে এ অঞ্চলে বিদ্যুৎ চাহিদা প্রায় ৬০ শতাংশ বৃদ্ধি পাবে। অথচ বিদ্যমান উৎপাদন সক্ষমতা এবং সঞ্চালন অবকাঠামো সেই চাহিদা মেটাতে সক্ষম নয়। ফলে বিনিয়োগ, প্রযুক্তি হস্তান্তর ও দক্ষ জনবল তৈরিতে অগ্রাধিকার দিতে হবে। <box>12 480 108 579</box>
paragraph: বৈঠকে শিক্ষা মন্ত্রণালয়ের ঊর্ধ্বতন কর্মকর্তারাও উপস্থিত ছিলেন। তারা দাবিগুলো বাস্তবায়নের সম্ভাব্য সময়সীমা তুলে ধরেন। <box>969 1730 1153 1760</box>
paragraph: এদিকে কেন্দ্রে দায়িত্ব পালনকারী শিক্ষকরা জানান, পরীক্ষার্থীরা নির্ধারিত সময়ের আগেই কেন্দ্রে উপস্থিত হয়েছে। কোনো বিশৃঙ্খলা ছাড়াই পরীক্ষা শেষ হয়েছে। <box>217 1442 313 1502</box>
paragraph: অনুষ্ঠানে দেওয়া বক্তব্যে তিনি বলেন, জাতির শ্রেষ্ঠ সন্তানদের অবদান চিরস্মরণীয় হয়ে থাকবে। তাদের আদর্শ অনুসরণ করে নতুন প্রজন্মকে এগিয়ে যেতে হবে। <box>204 1675 380 1704</box>
paragraph: রাসেল ভাইপার সাপের কামড়েই তার মৃত্যু হয়েছে। তবে সাপটি রাসেল ভাইপার কিনা সে বিষয়ে নিশ্চিত হওয়া যায়নি। স্বজনরা জানান, ধান কাটতে গিয়ে তিনি সাপের কামড়ের শিকার হন। <box>778 1632 954 1672</box>
top-rule <box>12 47 1153 52</box>
paragraph: প্রজ্ঞাপনে আরও বলা হয়, সংশ্লিষ্ট মন্ত্রণালয় ও বিভাগ যথাযোগ্য মর্যাদায় দিবস দুটি পালনের কর্মসূচি গ্রহণ করবে। জেলা ও উপজেলা পর্যায়েও অনুরূপ কর্মসূচি নেওয়া হবে। <box>586 2176 762 2205</box>
paragraph: নাম প্রকাশে অনিচ্ছুক এক শিক্ষক জানান, বিদ্যালয়ে শিক্ষার্থীর উপস্থিতি খুবই কম। অনেক দিন ক্লাস নেওয়ার মতো শিক্ষার্থীই থাকে না। তারপরও হাজিরা খাতায় উপস্থিতি দেখানো হয়। <box>316 424 412 493</box>
paragraph: নিজস্ব প্রতিবেদক, কালিয়া (নড়াইল): নড়াইলের কালিয়া উপজেলার ১নং ওয়ার্ডের একটি সরকারি প্রাথমিক বিদ্যালয়ে সরকারি সম্পদের ব্যাপক অপব্যবহারের অভিযোগ উঠেছে। একই সঙ্গে ওই ওয়ার্ডের একটি বিদ্যালয়ে প্রয়োজনের অতিরিক্ত ছয়জন শিক্ষক পদায়ন করা হয়েছে বলে অনুসন্ধানে জানা গেছে। <box>217 184 313 295</box>
paragraph: স্থানীয় বাসিন্দারা জানান, ভোরে একটি হরিণকে লোকালয়ে ঘোরাফেরা করতে দেখে তারা বন বিভাগকে খবর দেন। পরে বনকর্মীরা এসে হরিণটিকে উদ্ধার করেন। <box>522 593 618 653</box>
paragraph: প্রধানমন্ত্রী বলেন, দাবিগুলো যৌক্তিক বিবেচনায় পর্যায়ক্রমে বাস্তবায়ন করা হবে। তিনি আন্দোলনকারীদের ক্লাসে ফেরার আহ্বান জানান। <box>12 2403 188 2433</box>
paragraph: বক্তারা বলেন, জুলাইয়ের চেতনা ধারণ করে বৈষম্যহীন সমাজ প্রতিষ্ঠা করতে হবে। শহীদদের আত্মত্যাগ যেন বৃথা না যায় সেদিকে সবাইকে সজাগ থাকতে হবে। <box>778 2105 954 2135</box>
paragraph: বর্ষা মৌসুমে সাপের উপদ্রব বাড়ে উল্লেখ করে বিশেষজ্ঞরা ঘরের আশপাশ পরিষ্কার রাখা ও ঝোপঝাড় কেটে ফেলার পরামর্শ দিয়েছেন। <box>778 2004 954 2033</box>
lower-col6-top-body <box>969 1631 1153 2008</box>
paragraph: বক্তারা জ্বালানি খাতে ভর্তুকি ব্যবস্থার যৌক্তিকীকরণের ওপরও গুরুত্ব আরোপ করেন। তারা বলেন, অপ্রয়োজনীয় ভর্তুকি কমিয়ে সেই অর্থ নবায়নযোগ্য জ্বালানি ও জ্বালানি সাশ্রয়ী প্রযুক্তিতে বিনিয়োগ করা গেলে দীর্ঘমেয়াদে সাধারণ মানুষই উপকৃত হবে। <box>12 696 108 796</box>
paragraph: পৌঁছেছিলেন যা অনিয়মের সঙ্গে জড়িত। মিড-ডে মিল কর্মসূচিতেও ব্যাপক অনিয়ম, ৫ম শ্রেণির শিক্ষার্থীদের কাছ থেকে প্রশংসা পত্রের নামে অর্থ আদায় এবং বিদ্যালয়ের আসবাবপত্র ব্যক্তিগত কাজে ব্যবহারের অভিযোগও রয়েছে ওই বিদ্যালয়ের বিরুদ্ধে। <box>416 184 512 274</box>
masthead-date: খুলনা: শুক্রবার: ১৭ এপ্রিল ২০২৬ <box>12 90 209 119</box>
science-fair-headline: চিতলমারীতে জাতীয় বিজ্ঞান ও প্রযুক্তি সপ্তাহ বিজ্ঞান মেলা <box>217 570 313 641</box>
lead-headline-cell <box>215 56 520 177</box>
paragraph: অভিভাবক মহল মনে করেন, শিক্ষা প্রতিষ্ঠানে জবাবদিহিতা নিশ্চিত না হলে গ্রামীণ শিক্ষা ব্যবস্থা আরও ভেঙে পড়বে। তাই দ্রুত কার্যকর পদক্ষেপ গ্রহণ জরুরি। <box>416 507 512 566</box>
paragraph: পুলিশ জানিয়েছে, ঘটনার সঙ্গে জড়িত সন্দেহে তিনজনকে আটক করা হয়েছে। তাদের জিজ্ঞাসাবাদ করা হচ্ছে। এ ঘটনায় একটি মামলা দায়ের করা হয়েছে। <box>586 1687 762 1717</box>
four-lakh-headline: ৪ লাখ ৬৮ হাজার <box>240 2182 343 2199</box>
paragraph: সভায় আরও বলা হয়, গুজব প্রতিরোধে সচেতনতা বাড়ানো প্রয়োজন। সামাজিক যোগাযোগ মাধ্যমে ছড়ানো যেকোনো তথ্য যাচাই না করে বিশ্বাস না করার আহ্বান জানানো হয়। <box>12 1776 188 1815</box>
paragraph: পরে সাংস্কৃতিক অনুষ্ঠানে সংগীত, নৃত্য ও আবৃত্তি পরিবেশিত হয়। স্থানীয় শিল্পীদের পরিবেশনা দর্শকদের মুগ্ধ করে। <box>395 1788 571 1817</box>
paragraph: বৈঠকে শিক্ষা মন্ত্রণালয়ের ঊর্ধ্বতন কর্মকর্তারাও উপস্থিত ছিলেন। তারা দাবিগুলো বাস্তবায়নের সম্ভাব্য সময়সীমা তুলে ধরেন। <box>12 2436 188 2465</box>
two-days-headline: নতুন দুই দিবস পালনের <box>416 2003 550 2020</box>
paragraph: স্থানীয় সাংবাদিক সংগঠনের নেতারা এ ঘটনায় উদ্বেগ প্রকাশ করেছেন। তারা বলেন, মুক্ত সাংবাদিকতায় বাধা সৃষ্টি করা কোনোভাবেই কাম্য নয়। <box>1026 229 1119 279</box>
lead-story-body-2 <box>316 184 412 590</box>
paragraph: অনুষ্ঠানে সভাপতির বক্তব্যে বলা হয়, জলবায়ু পরিবর্তনজনিত ঝুঁকি মোকাবিলায় কার্বন নিঃসরণ কমানোর পাশাপাশি অভিযোজন সক্ষমতা বাড়াতে হবে। এ ক্ষেত্রে উন্নত দেশগুলোর প্রতিশ্রুত জলবায়ু তহবিল দ্রুত ছাড় করার আহ্বান জানানো হয়। <box>112 439 207 529</box>
mid-photo <box>522 326 717 451</box>
paragraph: যশোর ব্যুরো: যশোরে একজন চিকিৎসক সাংবাদিকসহ দশজনের বিরুদ্ধে আদালতে মামলা দায়ের করেছেন। গত বুধবার যশোর চিফ জুডিসিয়াল ম্যাজিস্ট্রেট আদালতে মামলাটি দায়ের করা হয়। <box>825 248 919 317</box>
photo-crowd <box>522 326 717 451</box>
paragraph: মামলার এজাহারে উল্লেখ করা হয়েছে, বিবাদীরা পরস্পর যোগসাজশে মিথ্যা ও মানহানিকর সংবাদ প্রচার করে তার সামাজিক মর্যাদা ক্ষুণ্ন করেছেন। এতে তিনি পেশাগত ও ব্যক্তিগতভাবে ক্ষতিগ্রস্ত হয়েছেন। <box>929 302 1022 382</box>
paragraph: আহতদের পরিবারের সদস্যরা দোষীদের দৃষ্টান্তমূলক শাস্তি দাবি করেছেন। তারা বলেন, এর আগেও একই চক্র এলাকায় সন্ত্রাসী কার্যক্রম চালিয়েছে। <box>12 2230 188 2260</box>
paragraph: সেমিনারে আরও বলা হয়, জ্বালানি খাতে স্বচ্ছতা ও জবাবদিহিতা নিশ্চিত করা না গেলে কোনো সংস্কারই টেকসই হবে না। দরপত্র প্রক্রিয়া, ক্রয় চুক্তি ও মূল্য নির্ধারণে স্বচ্ছতা আনতে স্বাধীন নিয়ন্ত্রক সংস্থাকে আরও শক্তিশালী করার সুপারিশ করা হয়। <box>112 233 207 322</box>
left-feature-column <box>12 184 207 1578</box>
paragraph: দিয়েছেন কর্তৃপক্ষ। মামলার বাদীপক্ষ অভিযোগ করে বলেন, দীর্ঘদিন ধরে একটি চক্র দেশের স্বার্থবিরোধী কর্মকাণ্ডে লিপ্ত রয়েছে। তারা নানা কৌশলে জনমনে বিভ্রান্তি ছড়ানোর চেষ্টা করছে। <box>969 1870 1153 1910</box>
header-photo <box>709 56 1153 148</box>
paragraph: যশোর ব্যুরো: যশোরে একজন চিকিৎসক সাংবাদিকসহ দশজনের বিরুদ্ধে আদালতে মামলা দায়ের করেছেন। গত বুধবার যশোর চিফ জুডিসিয়াল ম্যাজিস্ট্রেট আদালতে মামলাটি দায়ের করা হয়। <box>929 229 1022 299</box>
far-right-column <box>929 184 1119 1578</box>
paragraph: প্রজ্ঞাপনে আরও বলা হয়, সংশ্লিষ্ট মন্ত্রণালয় ও বিভাগ যথাযোগ্য মর্যাদায় দিবস দুটি পালনের কর্মসূচি গ্রহণ করবে। জেলা ও উপজেলা পর্যায়েও অনুরূপ কর্মসূচি নেওয়া হবে। <box>395 2058 571 2087</box>
far-right-photo <box>929 841 1119 940</box>
deer-news-column <box>727 184 919 1578</box>
paragraph: এ বিষয়ে জেলা প্রশাসন জানিয়েছে, আইনি প্রক্রিয়া স্বাধীনভাবে চলবে। কোনো পক্ষের প্রতি পক্ষপাত করা হবে না। <box>1026 398 1119 448</box>
paragraph: ফয়লাহাট প্রতিনিধি: বাগেরহাটের কারালিয়ায় সুষ্ঠু ও শান্তিপূর্ণ পরিবেশে প্রাথমিক বৃত্তি পরীক্ষা অনুষ্ঠিত হচ্ছে। উপজেলার বিভিন্ন কেন্দ্রে সকাল ১০টা থেকে পরীক্ষা শুরু হয়। <box>217 1073 313 1132</box>
phylahat-banner: ফয়লাহাট সংবাদ <box>522 475 717 515</box>
paragraph: স্থানীয় স্বাস্থ্য কমপ্লেক্সে নেওয়ার পথে তার মৃত্যু হয়। চিকিৎসকরা বলছেন, সাপে কাটার পর দ্রুত হাসপাতালে নেওয়া গেলে প্রাণহানি এড়ানো সম্ভব। <box>778 1675 954 1704</box>
paragraph: ফয়লাহাট উচ্চ বিদ্যালয়ের ৬৫ জন শিক্ষার্থী এ বছর বৃত্তি পরীক্ষায় অংশ নিয়েছে। গত বছরের তুলনায় এ সংখ্যা ১৪ জন বেশি। বিদ্যালয়ের প্রধান শিক্ষক জানান, শিক্ষার্থীদের প্রস্তুতি ভালো ছিল। <box>621 855 717 924</box>
paragraph: প্রথম ফ্লাইটটি আজ ১৭ এপ্রিল ভোর ৫টা ১০ মিনিটে হজরত শাহজালাল আন্তর্জাতিক বিমানবন্দর থেকে ছেড়ে যাবে। ফ্লাইটে ৪১৯ জন হজযাত্রী রয়েছেন। <box>778 1798 954 1827</box>
paragraph: সিদ্ধান্ত নিয়েছে সরকার। মন্ত্রিপরিষদ বিভাগের এক প্রজ্ঞাপনে বলা হয়েছে, প্রতি বছর নির্দিষ্ট দুটি দিনকে জাতীয়ভাবে পালন করা হবে। <box>586 2144 762 2173</box>
photo-crowd <box>13 804 207 917</box>
paragraph: পরীক্ষা সুষ্ঠুভাবে সম্পন্ন করতে কেন্দ্রের আশপাশে ১৪৪ ধারা জারি করা হয়েছিল। আইনশৃঙ্খলা রক্ষাকারী বাহিনীর সদস্যরা দায়িত্ব পালন করেন। <box>217 1304 313 1353</box>
deer-upper-body <box>727 184 919 403</box>
daulatpur-notice-headline: দৌলতপুর বিজ্ঞপ্তি <box>431 2094 535 2111</box>
lower-col-1 <box>12 1631 196 2575</box>
germany-flights-body <box>204 1884 380 2032</box>
lower-col-6 <box>969 1631 1153 2575</box>
paragraph: কর্তৃপক্ষের কাছে "পুরস্কার ও কৃতজ্ঞতা" শীর্ষক একটি প্রতিবেদন জমা দেওয়া হয়েছে। এতে বলা হয়, চলতি অর্থবছরে মোট ৪ লাখ ৬৮ হাজার ৩৫০ জন উপকারভোগী বিভিন্ন ভাতা পেয়েছেন। <box>204 2204 380 2244</box>
paragraph: সমাজসেবা অধিদপ্তরের কর্মকর্তারা জানান, ডিজিটাল পদ্ধতিতে ভাতা বিতরণের ফলে স্বচ্ছতা বেড়েছে এবং মধ্যস্বত্বভোগীদের দৌরাত্ম্য কমেছে। <box>204 2279 380 2308</box>
paragraph: মেলায় মোট ১২টি স্টলে বিভিন্ন শিক্ষা প্রতিষ্ঠানের শিক্ষার্থীরা তাদের উদ্ভাবিত প্রকল্প উপস্থাপন করে। এর মধ্যে ছিল সৌরশক্তি চালিত সেচ যন্ত্র, স্বয়ংক্রিয় রাস্তার বাতি, বৃষ্টির পানি সংরক্ষণ ব্যবস্থা ও বর্জ্য থেকে সার তৈরির প্রকল্প। <box>621 520 717 600</box>
paragraph: মানবাধিকার কর্মীরাও বিষয়টি নিয়ে কথা বলেছেন। তারা দ্রুত ও স্বচ্ছ তদন্তের দাবি জানিয়েছেন, যাতে প্রকৃত সত্য উদ্‌ঘাটিত হয়। <box>825 680 919 730</box>
paragraph: পরীক্ষা কেন্দ্রগুলো পরিদর্শন করেন উপজেলা নির্বাহী কর্মকর্তা ও উপজেলা শিক্ষা কর্মকর্তা। তারা জানান, কোথাও কোনো অনিয়মের অভিযোগ পাওয়া যায়নি। <box>621 676 717 736</box>
ku-library-body <box>969 2036 1153 2164</box>
madrasa-headline: চিতলমারী আলিম মাদ্রাসার দাখিল ও ভোকেশনাল পরীক্ষার্থীদের বিদায় সংবর্ধনা <box>529 57 700 101</box>
paragraph: জেলাভিত্তিক পরীক্ষার্থী সংখ্যা: যশোর ৩৪ হাজার ৮৪৮, খুলনা ৩০ হাজার ১২৫, কুষ্টিয়া ২৪ হাজার ৩১০, সাতক্ষীরা ২০ হাজার ৫৫০, ঝিনাইদহ ১৮ হাজার ২২০, বাগেরহাট ১৪ হাজার ৯৩০, মাগুরা ১১ হাজার ১৮০, নড়াইল ৮ হাজার ৯৫০ ও চুয়াডাঙ্গা ৫ হাজার ২৪১ জন। <box>204 2125 380 2175</box>
paragraph: শিক্ষাবিদরা বলছেন, শিক্ষা খাতে বিনিয়োগ দীর্ঘমেয়াদে সবচেয়ে লাভজনক। মানসম্মত শিক্ষা ছাড়া টেকসই উন্নয়ন সম্ভব নয় বলে তারা মনে করেন। <box>12 2511 188 2540</box>
paragraph: তিনি বলেন, জাতীয় ঐক্য বিনষ্ট করতে যারা অপতৎপরতা চালাচ্ছে তাদের বিরুদ্ধে আইনানুগ ব্যবস্থা নেওয়া হবে। এ ব্যাপারে সরকার কোনো ছাড় দেবে না। <box>969 1913 1153 1942</box>
paragraph: ধর্ম মন্ত্রণালয় জানিয়েছে, এ বছর হজ ফ্লাইট পরিচালনা করবে বাংলাদেশ বিমান, সৌদিয়া ও ফ্লাইনাস। মোট ২১৫টি ডেডিকেটেড ফ্লাইট পরিচালিত হবে। <box>778 1831 954 1860</box>
paragraph: বিমানবন্দর কর্মীদের একটি ইউনিয়ন বেতন বৃদ্ধির দাবিতে ২৪ ঘণ্টার কর্মবিরতি ডেকেছে। আলোচনা ব্যর্থ হওয়ার পর তারা এ কর্মসূচি ঘোষণা করে। <box>586 2251 762 2281</box>
paragraph: মেলা শেষে বিজয়ী প্রতিষ্ঠানগুলোর মধ্যে পুরস্কার বিতরণ করা হয়। প্রথম স্থান অধিকার করে স্থানীয় একটি উচ্চ বিদ্যালয়, দ্বিতীয় ও তৃতীয় হয় যথাক্রমে আরও দুটি প্রতিষ্ঠান। <box>1026 650 1119 720</box>
dengue-24h-body <box>969 2193 1153 2288</box>
dengue-24h-headline: ২৪ ঘণ্টায় খুলনা বিভাগে <box>990 2171 1131 2187</box>
mid-photo-caption: খাসেরহাট (সাতক্ষীরা): টি মেডিকেল ক্যাম্প ও হাম মেডেলে কয়ামুড়ি অনুষ্ঠিত হয়।-পূর্বাঞ্চল। <box>522 452 717 470</box>
paragraph: হজ ক্যাম্পে হজযাত্রীদের জন্য প্রয়োজনীয় সব ব্যবস্থা নেওয়া হয়েছে। স্বাস্থ্য পরীক্ষা, টিকা প্রদান ও প্রশিক্ষণ কার্যক্রম ইতোমধ্যে সম্পন্ন হয়েছে। <box>778 1864 954 1893</box>
paragraph: ফয়লাহাট প্রতিনিধি: বাগেরহাটের কারালিয়ায় সুষ্ঠু ও শান্তিপূর্ণ পরিবেশে প্রাথমিক বৃত্তি পরীক্ষা অনুষ্ঠিত হচ্ছে। উপজেলার বিভিন্ন কেন্দ্রে সকাল ১০টা থেকে পরীক্ষা শুরু হয়। <box>1026 723 1119 793</box>
paragraph: আহতদের পরিবারের সদস্যরা দোষীদের দৃষ্টান্তমূলক শাস্তি দাবি করেছেন। তারা বলেন, এর আগেও একই চক্র এলাকায় সন্ত্রাসী কার্যক্রম চালিয়েছে। <box>586 1785 762 1814</box>
prison-body <box>395 1911 571 1997</box>
paragraph: বক্তারা বলেন, উন্নয়ন কর্মকাণ্ড অব্যাহত রাখতে হলে রাজনৈতিক স্থিতিশীলতা অপরিহার্য। এজন্য সকল রাজনৈতিক দলকে দায়িত্বশীল ভূমিকা পালন করতে হবে। <box>204 1782 380 1812</box>
paragraph: ধর্মঘটের কারণে জার্মানির বিভিন্ন বিমানবন্দরে শত শত ফ্লাইট বাতিল করা হয়েছে। এতে হাজার হাজার যাত্রী দুর্ভোগে পড়েছেন। ফ্রাঙ্কফুর্ট ও মিউনিখ বিমানবন্দরে পরিস্থিতি সবচেয়ে খারাপ। <box>586 2209 762 2248</box>
paragraph: ধর্মঘটের কারণে জার্মানির বিভিন্ন বিমানবন্দরে শত শত ফ্লাইট বাতিল করা হয়েছে। এতে হাজার হাজার যাত্রী দুর্ভোগে পড়েছেন। ফ্রাঙ্কফুর্ট ও মিউনিখ বিমানবন্দরে পরিস্থিতি সবচেয়ে খারাপ। <box>204 1884 380 1923</box>
paragraph: অনুষ্ঠান শেষে সাংবাদিকদের প্রশ্নের জবাবে তিনি বলেন, সরকার সকল ক্ষেত্রে স্বচ্ছতা ও জবাবদিহিতা নিশ্চিত করতে বদ্ধপরিকর। <box>12 2045 188 2074</box>
paragraph: স্থানে (১১ এপ্রিল) সকাল থেকে দুপুর পর্যন্ত নানা আয়োজনে বর্ষবরণ উদযাপিত হয়েছে। খুলনা শিল্পকলা একাডেমি প্রাঙ্গণে বর্ণাঢ্য মঙ্গল শোভাযাত্রা অনুষ্ঠিত হয়। <box>395 1713 571 1742</box>
paragraph: প্রধান অতিথি হিসেবে উপস্থিত ছিলেন উপজেলা নির্বাহী কর্মকর্তা। তিনি শিক্ষার্থীদের উদ্ভাবনী চিন্তার প্রশংসা করে বলেন, বিজ্ঞানমনস্ক প্রজন্ম গড়ে তুলতে এ ধরনের আয়োজন গুরুত্বপূর্ণ ভূমিকা রাখবে। <box>621 603 717 672</box>
paragraph: বোর্ডের অধীনে এবার এসএসসি পরীক্ষায় অংশ নিচ্ছে ১ লাখ ৬৮ হাজার ৩৫৪ জন শিক্ষার্থী। এর মধ্যে ছাত্র ৮২ হাজার ৭১৪ জন এবং ছাত্রী ৮৫ হাজার ৬৪০ জন। <box>204 2060 380 2090</box>
paragraph: আদালত মামলাটি আমলে নিয়ে তদন্তের নির্দেশ দিয়েছেন। আগামী ১২ মে এ বিষয়ে প্রতিবেদন দাখিলের দিন ধার্য করা হয়েছে। <box>929 385 1022 435</box>
paragraph: তারা আরও জানান, জোয়ারের পানির সঙ্গে ভেসে কিংবা খাদ্যের সন্ধানে মাঝে মাঝে হরিণ লোকালয়ে চলে আসে। এ ধরনের ক্ষেত্রে বন বিভাগকে খবর দেওয়ার জন্য স্থানীয়দের অনুরোধ জানানো হয়েছে। <box>727 637 821 707</box>
lower-col3-top-body <box>395 1631 571 1684</box>
lower-col-2 <box>204 1631 387 2575</box>
phylahat-body <box>522 519 717 990</box>
paragraph: বন বিভাগের কর্মকর্তারা জানান, হরিণটি সম্পূর্ণ সুস্থ ছিল। প্রাথমিক পরীক্ষা শেষে সুন্দরবনের গভীরে নিয়ে তাকে অবমুক্ত করা হয়। <box>727 585 821 634</box>
lead-story-body-3 <box>416 184 512 567</box>
paragraph: সভা শেষে একটি বর্ণাঢ্য র‍্যালি নগরীর প্রধান সড়ক প্রদক্ষিণ করে। র‍্যালিতে বিভিন্ন শ্রেণি-পেশার মানুষ স্বতঃস্ফূর্তভাবে অংশগ্রহণ করেন। <box>778 2138 954 2167</box>
paragraph: সিটি করপোরেশন জানিয়েছে, মশক নিধন কার্যক্রম জোরদার করা হয়েছে। প্রতিটি ওয়ার্ডে নিয়মিত ফগিং ও লার্ভিসাইড ছিটানো হচ্ছে। <box>969 2258 1153 2287</box>
paragraph: ইউনিয়ন নেতারা বলেছেন, দাবি মানা না হলে আরও বড় ধরনের কর্মসূচি দেওয়া হবে। অন্যদিকে কর্তৃপক্ষ আলোচনার মাধ্যমে সমাধানের আশা প্রকাশ করেছে। <box>204 2002 380 2031</box>
two-days-body <box>395 2025 571 2088</box>
paragraph: আন্দোলনকারীদের দাবির মধ্যে রয়েছে—শিক্ষা খাতে বরাদ্দ জিডিপির অন্তত ৫ শতাংশে উন্নীত করা, শিক্ষক নিয়োগে স্বচ্ছতা নিশ্চিত করা এবং গবেষণা খাতে পৃথক তহবিল গঠন। <box>12 2360 188 2400</box>
page-folio: দৈনিক পূর্বাঞ্চল-২ <box>15 24 151 45</box>
paragraph: উপজেলা নির্বাহী কর্মকর্তা জানান, সরকারি সম্পদের অপব্যবহার কোনোভাবেই বরদাশত করা হবে না। বিষয়টি গুরুত্ব সহকারে দেখা হচ্ছে এবং প্রয়োজনে আইনানুগ ব্যবস্থা গ্রহণ করা হবে। <box>416 341 512 410</box>
photo-crowd <box>710 57 1152 147</box>
column-separator <box>516 184 518 1578</box>
paragraph: স্বাধীন ও নীরব বর্তমানে হাসপাতালে চিকিৎসাধীন রয়েছেন। গতকাল সকালে তাদের অবস্থার কিছুটা উন্নতি হয়েছে বলে চিকিৎসকরা জানিয়েছেন। <box>586 1632 762 1661</box>
pre-continuation-rule <box>12 1579 1153 1580</box>
paragraph: পরে পরীক্ষার্থীদের মধ্যে পুরস্কার বিতরণ করা হয়। অনুষ্ঠান শেষে সকলের জন্য বিশেষ মোনাজাত পরিচালনা করা হয়। <box>727 310 821 350</box>
paragraph: নিজস্ব সংবাদদাতা, চিতলমারী (বাগেরহাট): বাগেরহাটের চিতলমারীতে জাতীয় বিজ্ঞান ও প্রযুক্তি সপ্তাহ উপলক্ষে দুই দিনব্যাপী বিজ্ঞান মেলা অনুষ্ঠিত হয়েছে। উপজেলা প্রশাসনের আয়োজনে উপজেলা পরিষদ চত্বরে এ মেলার আয়োজন করা হয়। <box>217 646 313 736</box>
paragraph: তিনি আরও বলেন, প্রাকৃতিক গ্যাসের ক্রমহ্রাসমান মজুদ, আমদানি নির্ভরতা বৃদ্ধি এবং নবায়নযোগ্য জ্বালানিতে বিনিয়োগের ঘাটতি মিলিয়ে পরিস্থিতি জটিল আকার ধারণ করেছে। এ অবস্থায় আঞ্চলিক পর্যায়ে একটি সমন্বিত জ্বালানি নীতিমালা প্রণয়ন অত্যন্ত জরুরি হয়ে পড়েছে বলে তিনি মনে করেন। <box>12 366 108 476</box>
paragraph: আদালত মামলাটি আমলে নিয়ে তদন্তের নির্দেশ দিয়েছেন। আগামী ১২ মে এ বিষয়ে প্রতিবেদন দাখিলের দিন ধার্য করা হয়েছে। <box>825 448 919 498</box>
lead-headline-line1: কালিয়ায় প্রাথমিক বিদ্যালয়ে সরকারি সম্পদের <box>243 59 492 114</box>
far-right-extra-body <box>929 504 1119 836</box>
germany-flights-headline: জার্মানিতে শত শত ফ্লাইট <box>221 1862 362 1878</box>
paragraph: মেলায় বিভিন্ন ধরনের দেশীয় পণ্যের স্টল বসে। ঐতিহ্যবাহী খাবারের দোকানে ছিল উপচে পড়া ভিড়। শিশুদের জন্য ছিল নাগরদোলা ও বিভিন্ন খেলনার দোকান। <box>395 1853 571 1883</box>
paragraph: উল্লেখ্য, সুন্দরবনে চিত্রা হরিণের সংখ্যা সাম্প্রতিক বছরগুলোতে বেড়েছে বলে বন বিভাগের জরিপে উঠে এসেছে। তবে চোরা শিকারিদের তৎপরতা নিয়ে উদ্বেগ রয়ে গেছে। <box>929 670 1022 740</box>
paragraph: স্থানীয় বাসিন্দারা জানান, পূর্ব শত্রুতার জের ধরে এ ঘটনা ঘটে থাকতে পারে। তবে পুলিশ বলছে, তদন্ত শেষেই প্রকৃত কারণ জানা যাবে। <box>12 2165 188 2194</box>
paragraph: কর্তৃপক্ষ জানিয়েছে, প্রায় ৭০ শতাংশ নির্ধারিত ফ্লাইট বাতিল হয়েছে। যাত্রীদের বিমানবন্দরে আসার আগে এয়ারলাইনের সঙ্গে যোগাযোগ করার পরামর্শ দেওয়া হয়েছে। <box>204 1959 380 1998</box>
paragraph: প্রধানমন্ত্রী বলেন, দাবিগুলো যৌক্তিক বিবেচনায় পর্যায়ক্রমে বাস্তবায়ন করা হবে। তিনি আন্দোলনকারীদের ক্লাসে ফেরার আহ্বান জানান। <box>969 1697 1153 1727</box>
paragraph: সুষ্ঠু তদন্তের মাধ্যমে প্রকৃত অপরাধীদের আইনের আওতায় আনার দাবি জানিয়েছেন স্থানীয় সুধীসমাজ। পুলিশ সুপার জানান, তদন্ত চলছে। <box>12 2295 188 2324</box>
paragraph: জনপ্রতিনিধিরা ঘটনাস্থল পরিদর্শন করে আহতদের চিকিৎসার খোঁজখবর নেন। তারা এলাকাবাসীকে শান্ত থাকার আহ্বান জানান। <box>586 1817 762 1847</box>
paragraph: মেলায় মোট ১২টি স্টলে বিভিন্ন শিক্ষা প্রতিষ্ঠানের শিক্ষার্থীরা তাদের উদ্ভাবিত প্রকল্প উপস্থাপন করে। এর মধ্যে ছিল সৌরশক্তি চালিত সেচ যন্ত্র, স্বয়ংক্রিয় রাস্তার বাতি, বৃষ্টির পানি সংরক্ষণ ব্যবস্থা ও বর্জ্য থেকে সার তৈরির প্রকল্প। <box>217 740 313 820</box>
paragraph: মেলায় বিভিন্ন ধরনের দেশীয় পণ্যের স্টল বসে। ঐতিহ্যবাহী খাবারের দোকানে ছিল উপচে পড়া ভিড়। শিশুদের জন্য ছিল নাগরদোলা ও বিভিন্ন খেলনার দোকান। <box>586 2023 762 2052</box>
paragraph: দিয়েছেন কর্তৃপক্ষ। মামলার বাদীপক্ষ অভিযোগ করে বলেন, দীর্ঘদিন ধরে একটি চক্র দেশের স্বার্থবিরোধী কর্মকাণ্ডে লিপ্ত রয়েছে। তারা নানা কৌশলে জনমনে বিভ্রান্তি ছড়ানোর চেষ্টা করছে। <box>12 1701 188 1740</box>
paragraph: সিদ্ধান্ত নিয়েছে সরকার। মন্ত্রিপরিষদ বিভাগের এক প্রজ্ঞাপনে বলা হয়েছে, প্রতি বছর নির্দিষ্ট দুটি দিনকে জাতীয়ভাবে পালন করা হবে। <box>395 2026 571 2055</box>
paragraph: শেষে একটি প্রস্তাব গৃহীত হয়, যেখানে দেশের স্বার্থবিরোধী সকল অপতৎপরতার বিরুদ্ধে ঐক্যবদ্ধ প্রতিরোধ গড়ে তোলার আহ্বান জানানো হয়। <box>969 1978 1153 2007</box>
continuation-bar: প্রথম পাতার পর <box>12 1586 1153 1625</box>
paragraph: শুরু হচ্ছে। চলতি বছর সরকারি ব্যবস্থাপনায় ৪ হাজার ৫৫০ জন এবং বেসরকারি ব্যবস্থাপনায় ৮২ হাজার ৪৫০ জনসহ মোট ৮৭ হাজার জন হজযাত্রী সৌদি আরব যাবেন। <box>778 1766 954 1795</box>
paragraph: এলাকায় উত্তেজনা বিরাজ করায় অতিরিক্ত পুলিশ মোতায়েন করা হয়েছে। পরিস্থিতি নিয়ন্ত্রণে রয়েছে বলে জানিয়েছেন থানার ভারপ্রাপ্ত কর্মকর্তা। <box>12 2197 188 2227</box>
paragraph: আন্দোলনকারীদের দাবির মধ্যে রয়েছে—শিক্ষা খাতে বরাদ্দ জিডিপির অন্তত ৫ শতাংশে উন্নীত করা, শিক্ষক নিয়োগে স্বচ্ছতা নিশ্চিত করা এবং গবেষণা খাতে পৃথক তহবিল গঠন। <box>969 1665 1153 1694</box>
paragraph: কর্তৃপক্ষ জানিয়েছে, শেষ ফ্লাইট ২৬ মে অনুষ্ঠিত হবে। হজ শেষে ফিরতি ফ্লাইট শুরু হবে ২৮ জুন এবং শেষ হবে ২৭ জুলাই। <box>778 1896 954 1926</box>
header-photo-caption: সরকারি খুলনা মহিলা পলিটেকনিক ইনস্টিটিউট খুলনার উদ্যোগে বাংলা নববর্ষ ১৪৩৩ অনুষ্ঠিত হয়।-পূর্বাঞ্চল। <box>709 149 1013 158</box>
photo-crowd <box>727 841 919 946</box>
column-separator <box>923 184 925 1578</box>
paragraph: উল্লেখ্য, সুন্দরবনে চিত্রা হরিণের সংখ্যা সাম্প্রতিক বছরগুলোতে বেড়েছে বলে বন বিভাগের জরিপে উঠে এসেছে। তবে চোরা শিকারিদের তৎপরতা নিয়ে উদ্বেগ রয়ে গেছে। <box>727 711 821 780</box>
paragraph: মানবাধিকার কর্মীরাও বিষয়টি নিয়ে কথা বলেছেন। তারা দ্রুত ও স্বচ্ছ তদন্তের দাবি জানিয়েছেন, যাতে প্রকৃত সত্য উদ্‌ঘাটিত হয়। <box>1026 345 1119 394</box>
four-lakh-body <box>204 2203 380 2309</box>
paragraph: তিনি বলেন, জাতীয় ঐক্য বিনষ্ট করতে যারা অপতৎপরতা চালাচ্ছে তাদের বিরুদ্ধে আইনানুগ ব্যবস্থা নেওয়া হবে। এ ব্যাপারে সরকার কোনো ছাড় দেবে না। <box>12 1744 188 1772</box>
masthead-row <box>12 56 1153 177</box>
deer-headline: কয়রায় লোকালয় থেকে উদ্ধারকৃত হরিণ সুন্দরবনে অবমুক্ত <box>732 409 914 443</box>
